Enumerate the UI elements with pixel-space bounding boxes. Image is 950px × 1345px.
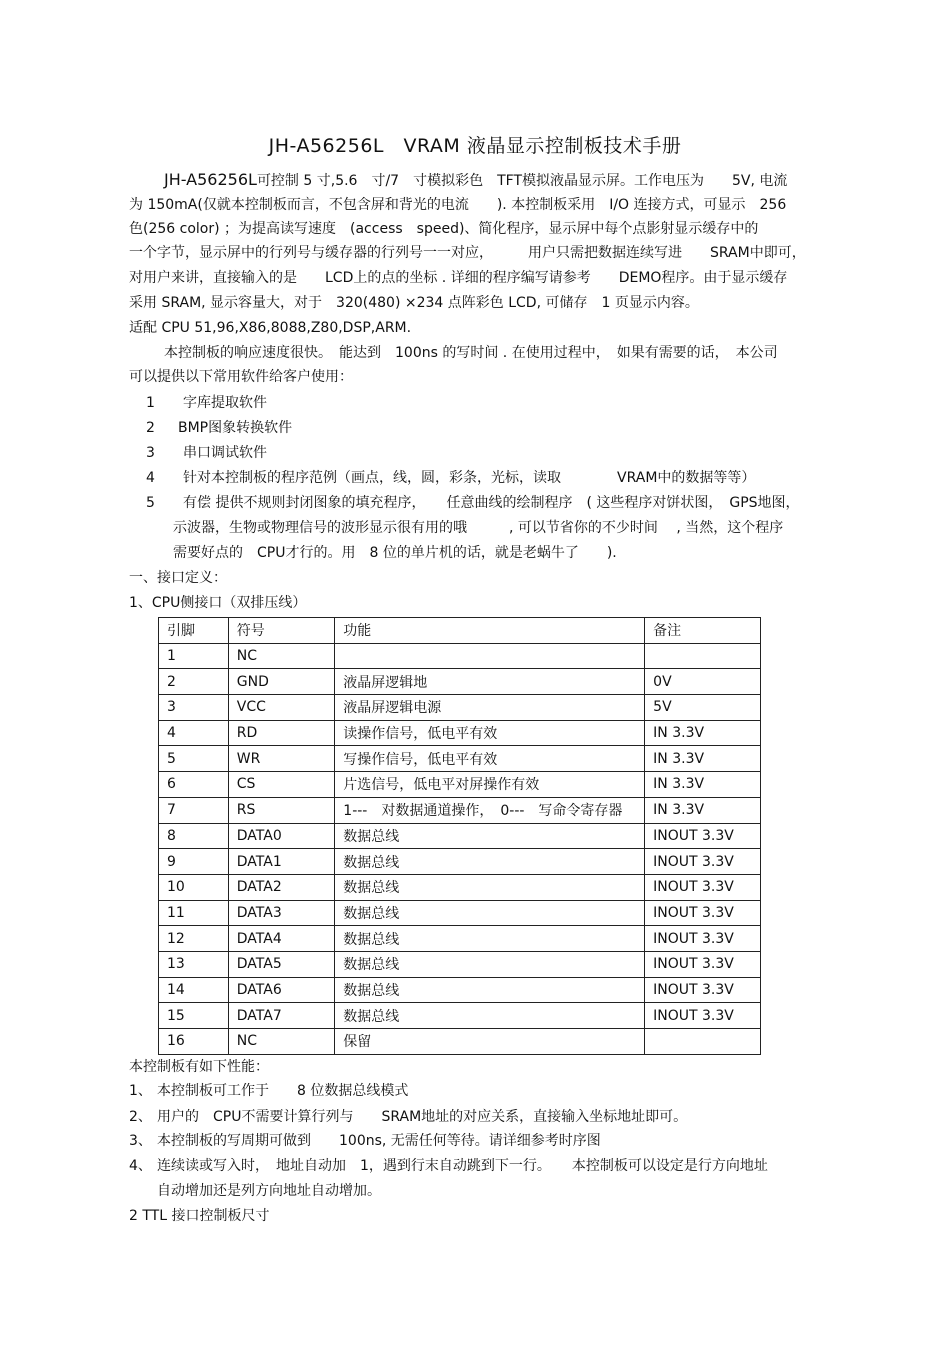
performance-item: 3、 本控制板的写周期可做到 100ns, 无需任何等待。请详细参考时序图: [129, 1133, 601, 1149]
cell-symbol: DATA3: [228, 900, 335, 926]
cell-function: 1--- 对数据通道操作， 0--- 写命令寄存器: [335, 797, 645, 823]
cell-function: 数据总线: [335, 823, 645, 849]
table-header-row: [159, 618, 761, 644]
performance-item: 4、 连续读或写入时， 地址自动加 1，遇到行末自动跳到下一行。 本控制板可以设定是行方向地址: [129, 1158, 768, 1174]
cell-pin: 2: [159, 669, 229, 695]
cell-remark: [645, 1029, 761, 1055]
cell-remark: IN 3.3V: [645, 720, 761, 746]
cell-function: 数据总线: [335, 900, 645, 926]
cell-function: 写操作信号，低电平有效: [335, 746, 645, 772]
cell-function: 数据总线: [335, 849, 645, 875]
cell-pin: 3: [159, 695, 229, 721]
table-row: [159, 951, 761, 977]
table-row: [159, 695, 761, 721]
table-row: [159, 720, 761, 746]
cell-function: [335, 643, 645, 669]
product-model: JH-A56256L: [164, 170, 257, 189]
speed-line-2: 可以提供以下常用软件给客户使用：: [129, 369, 353, 385]
cell-pin: 13: [159, 951, 229, 977]
cell-function: 数据总线: [335, 951, 645, 977]
cell-symbol: CS: [228, 772, 335, 798]
performance-item: 1、 本控制板可工作于 8 位数据总线模式: [129, 1083, 409, 1099]
table-row: [159, 1029, 761, 1055]
intro-line-6: 采用 SRAM, 显示容量大，对于 320(480) ×234 点阵彩色 LCD, 可储存 1 页显示内容。: [129, 295, 699, 311]
table-row: [159, 772, 761, 798]
cell-symbol: DATA2: [228, 874, 335, 900]
software-item-5-cont-1: 示波器，生物或物理信号的波形显示很有用的哦 , 可以节省你的不少时间 , 当然，这个程序: [173, 520, 784, 536]
cell-symbol: WR: [228, 746, 335, 772]
intro-line-3: 色(256 color) ；为提高读写速度 (access speed)、简化程序，显示屏中每个点影射显示缓存中的: [129, 221, 759, 237]
table-row: [159, 874, 761, 900]
cell-pin: 7: [159, 797, 229, 823]
cell-function: 液晶屏逻辑电源: [335, 695, 645, 721]
cell-symbol: VCC: [228, 695, 335, 721]
cell-function: 数据总线: [335, 874, 645, 900]
cell-remark: 0V: [645, 669, 761, 695]
software-item: 1 字库提取软件: [146, 395, 267, 411]
header-remark: 备注: [645, 618, 761, 644]
software-item: 3 串口调试软件: [146, 445, 267, 461]
cell-function: 片选信号，低电平对屏操作有效: [335, 772, 645, 798]
section-heading-interface: 一、接口定义：: [129, 570, 227, 586]
cell-pin: 15: [159, 1003, 229, 1029]
performance-intro: 本控制板有如下性能：: [129, 1059, 269, 1075]
table-row: [159, 643, 761, 669]
cell-pin: 4: [159, 720, 229, 746]
cell-function: 数据总线: [335, 926, 645, 952]
cell-pin: 5: [159, 746, 229, 772]
section-heading-cpu-interface: 1、CPU侧接口（双排压线）: [129, 595, 307, 611]
cell-remark: IN 3.3V: [645, 772, 761, 798]
document-title: JH-A56256L VRAM 液晶显示控制板技术手册: [268, 135, 682, 157]
cell-pin: 14: [159, 977, 229, 1003]
table-row: [159, 977, 761, 1003]
cell-pin: 12: [159, 926, 229, 952]
cell-function: 保留: [335, 1029, 645, 1055]
software-item: 2 BMP图象转换软件: [146, 420, 293, 436]
intro-line-4: 一个字节，显示屏中的行列号与缓存器的行列号一一对应， 用户只需把数据连续写进 SRAM中即可，: [129, 245, 806, 261]
cell-function: 液晶屏逻辑地: [335, 669, 645, 695]
intro-line-2: 为 150mA(仅就本控制板而言，不包含屏和背光的电流 ). 本控制板采用 I/O 连接方式，可显示 256: [129, 197, 787, 213]
cell-symbol: DATA5: [228, 951, 335, 977]
cell-pin: 6: [159, 772, 229, 798]
table-row: [159, 926, 761, 952]
cell-remark: INOUT 3.3V: [645, 977, 761, 1003]
cell-symbol: RD: [228, 720, 335, 746]
table-row: [159, 746, 761, 772]
cell-symbol: GND: [228, 669, 335, 695]
intro-line-1: [164, 170, 787, 191]
software-item: 4 针对本控制板的程序范例（画点，线，圆，彩条，光标，读取 VRAM中的数据等等）: [146, 470, 756, 486]
intro-line-7: 适配 CPU 51,96,X86,8088,Z80,DSP,ARM.: [129, 320, 412, 336]
cell-function: 数据总线: [335, 977, 645, 1003]
cell-symbol: DATA0: [228, 823, 335, 849]
cell-pin: 8: [159, 823, 229, 849]
performance-item: 2、 用户的 CPU不需要计算行列与 SRAM地址的对应关系，直接输入坐标地址即可。: [129, 1109, 688, 1125]
section-heading-ttl-board-size: 2 TTL 接口控制板尺寸: [129, 1208, 270, 1224]
cell-symbol: NC: [228, 1029, 335, 1055]
cell-symbol: RS: [228, 797, 335, 823]
cell-pin: 9: [159, 849, 229, 875]
cell-remark: INOUT 3.3V: [645, 951, 761, 977]
cell-symbol: DATA1: [228, 849, 335, 875]
cell-remark: INOUT 3.3V: [645, 1003, 761, 1029]
cell-function: 数据总线: [335, 1003, 645, 1029]
cell-remark: IN 3.3V: [645, 746, 761, 772]
table-row: [159, 1003, 761, 1029]
speed-line-1: 本控制板的响应速度很快。 能达到 100ns 的写时间 . 在使用过程中， 如果有需要的话， 本公司: [164, 345, 778, 361]
table-row: [159, 669, 761, 695]
table-row: [159, 849, 761, 875]
software-item: 5 有偿 提供不规则封闭图象的填充程序， 任意曲线的绘制程序 ( 这些程序对饼状图， GPS地图，: [146, 495, 800, 511]
pin-definition-table: [158, 617, 761, 1055]
cell-symbol: NC: [228, 643, 335, 669]
cell-remark: INOUT 3.3V: [645, 900, 761, 926]
table-row: [159, 823, 761, 849]
cell-remark: INOUT 3.3V: [645, 823, 761, 849]
cell-remark: IN 3.3V: [645, 797, 761, 823]
cell-pin: 10: [159, 874, 229, 900]
cell-symbol: DATA4: [228, 926, 335, 952]
performance-item-4-cont: 自动增加还是列方向地址自动增加。: [157, 1183, 381, 1199]
cell-remark: [645, 643, 761, 669]
intro-line-1-text: 可控制 5 寸,5.6 寸/7 寸模拟彩色 TFT模拟液晶显示屏。工作电压为 5V, 电流: [256, 173, 788, 189]
table-row: [159, 797, 761, 823]
header-function: 功能: [335, 618, 645, 644]
cell-remark: INOUT 3.3V: [645, 849, 761, 875]
cell-pin: 16: [159, 1029, 229, 1055]
header-symbol: 符号: [228, 618, 335, 644]
software-item-5-cont-2: 需要好点的 CPU才行的。用 8 位的单片机的话，就是老蜗牛了 ).: [173, 545, 617, 561]
cell-remark: INOUT 3.3V: [645, 874, 761, 900]
cell-symbol: DATA7: [228, 1003, 335, 1029]
intro-line-5: 对用户来讲，直接输入的是 LCD上的点的坐标 . 详细的程序编写请参考 DEMO程序。由于显示缓存: [129, 270, 788, 286]
cell-function: 读操作信号，低电平有效: [335, 720, 645, 746]
cell-pin: 11: [159, 900, 229, 926]
cell-remark: INOUT 3.3V: [645, 926, 761, 952]
cell-symbol: DATA6: [228, 977, 335, 1003]
header-pin: 引脚: [159, 618, 229, 644]
cell-remark: 5V: [645, 695, 761, 721]
table-row: [159, 900, 761, 926]
cell-pin: 1: [159, 643, 229, 669]
